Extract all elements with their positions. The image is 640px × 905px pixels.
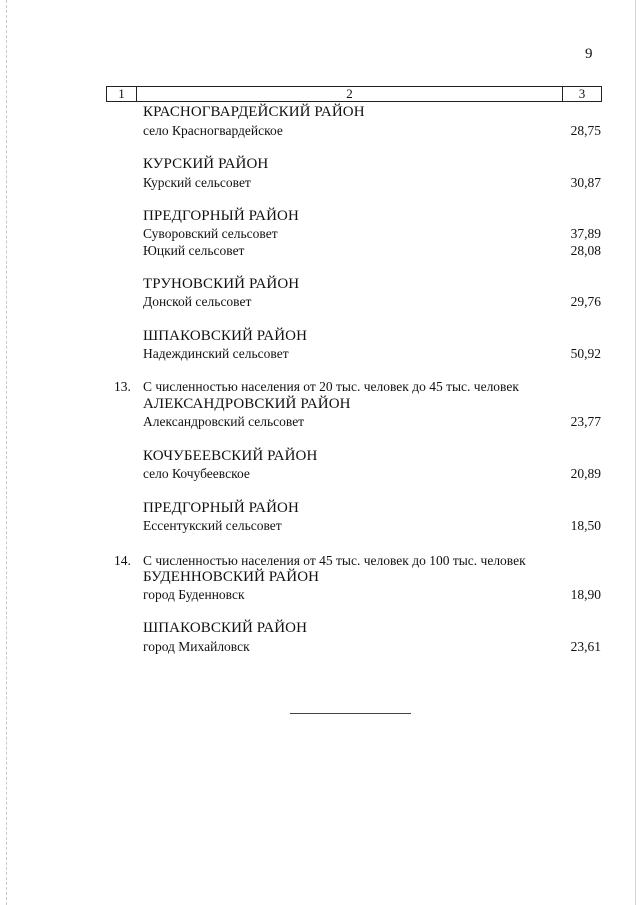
district-heading: КУРСКИЙ РАЙОН xyxy=(143,156,269,172)
settlement-value: 30,87 xyxy=(570,175,601,190)
settlement-name: город Михайловск xyxy=(143,639,250,654)
settlement-value: 23,77 xyxy=(570,414,601,429)
settlement-value: 20,89 xyxy=(570,466,601,481)
district-heading: АЛЕКСАНДРОВСКИЙ РАЙОН xyxy=(143,396,351,412)
settlement-row xyxy=(143,243,601,259)
closing-rule xyxy=(290,713,411,714)
scan-edge-right xyxy=(635,0,636,905)
settlement-name: село Красногвардейское xyxy=(143,123,283,138)
settlement-name: Суворовский сельсовет xyxy=(143,226,278,241)
settlement-name: Ессентукский сельсовет xyxy=(143,518,282,533)
district-heading: ШПАКОВСКИЙ РАЙОН xyxy=(143,620,308,636)
district-heading: ПРЕДГОРНЫЙ РАЙОН xyxy=(143,500,299,516)
district-heading: ТРУНОВСКИЙ РАЙОН xyxy=(143,276,300,292)
settlement-value: 18,90 xyxy=(570,587,601,602)
section-title: С численностью населения от 20 тыс. человек до 45 тыс. человек xyxy=(143,379,519,394)
table-header-col2: 2 xyxy=(137,87,563,101)
settlement-row xyxy=(143,294,601,310)
district-heading: КРАСНОГВАРДЕЙСКИЙ РАЙОН xyxy=(143,104,365,120)
table-header-col1: 1 xyxy=(107,87,137,101)
settlement-row xyxy=(143,346,601,362)
section-title: С численностью населения от 45 тыс. человек до 100 тыс. человек xyxy=(143,553,526,568)
settlement-row xyxy=(143,587,601,603)
settlement-row xyxy=(143,175,601,191)
settlement-value: 50,92 xyxy=(570,346,601,361)
settlement-row xyxy=(143,226,601,242)
settlement-value: 18,50 xyxy=(570,518,601,533)
table-header-col3: 3 xyxy=(578,86,586,101)
district-heading: БУДЕННОВСКИЙ РАЙОН xyxy=(143,569,320,585)
settlement-row xyxy=(143,414,601,430)
settlement-row xyxy=(143,639,601,655)
section-number: 13. xyxy=(114,379,131,394)
page-number: 9 xyxy=(585,46,593,62)
settlement-value: 28,75 xyxy=(570,123,601,138)
settlement-row xyxy=(143,123,601,139)
table-header xyxy=(106,86,602,102)
district-heading: КОЧУБЕЕВСКИЙ РАЙОН xyxy=(143,448,318,464)
settlement-value: 28,08 xyxy=(570,243,601,258)
district-heading: ШПАКОВСКИЙ РАЙОН xyxy=(143,328,308,344)
settlement-value: 37,89 xyxy=(570,226,601,241)
district-heading: ПРЕДГОРНЫЙ РАЙОН xyxy=(143,208,299,224)
settlement-name: Донской сельсовет xyxy=(143,294,252,309)
scan-edge-left xyxy=(6,0,7,905)
settlement-row xyxy=(143,466,601,482)
settlement-row xyxy=(143,518,601,534)
section-number: 14. xyxy=(114,553,131,568)
settlement-name: Александровский сельсовет xyxy=(143,414,305,429)
settlement-name: город Буденновск xyxy=(143,587,245,602)
settlement-value: 23,61 xyxy=(570,639,601,654)
settlement-name: Надеждинский сельсовет xyxy=(143,346,289,361)
settlement-name: Курский сельсовет xyxy=(143,175,251,190)
settlement-name: село Кочубеевское xyxy=(143,466,250,481)
settlement-name: Юцкий сельсовет xyxy=(143,243,245,258)
settlement-value: 29,76 xyxy=(570,294,601,309)
